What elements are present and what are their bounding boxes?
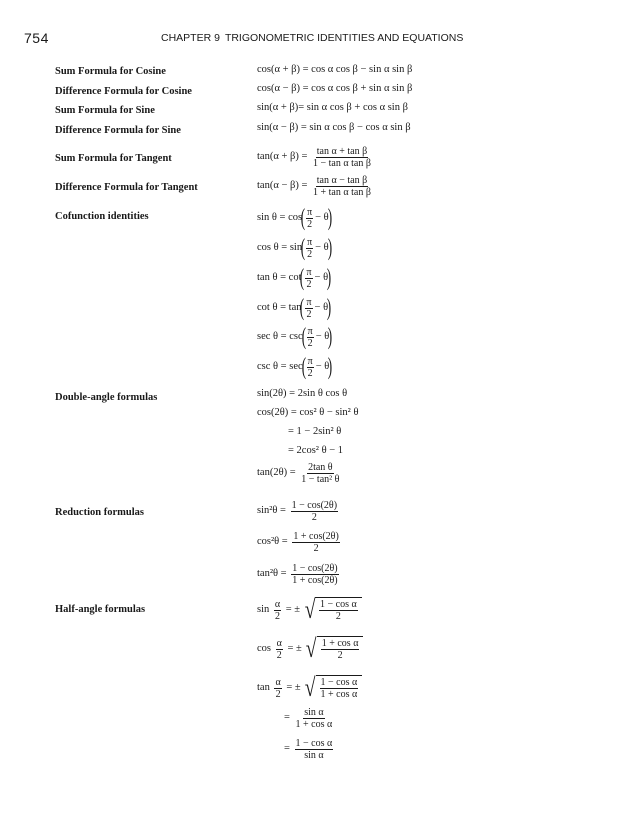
eq-double-tan: tan(2θ) = $\frac{\text{2tan θ}}{\text{1 − tan² θ}}$	[257, 462, 340, 485]
eq-reduction-cos: cos²θ = $\frac{1 + \cos(2\theta)}{2}$	[257, 531, 339, 554]
eq-sum-sine: sin(α + β)= sin α cos β + cos α sin β	[257, 102, 408, 113]
eq-half-cos: cos $\frac{\alpha}{2}$ = ± √ 1 + cos α 2	[257, 636, 363, 662]
chapter-title: TRIGONOMETRIC IDENTITIES AND EQUATIONS	[224, 32, 464, 44]
label-half-angle: Half-angle formulas	[55, 604, 146, 615]
page-number: 754	[24, 30, 49, 46]
eq-half-tan-3: = $\frac{\text{1 − cos α}}{\text{sin α}}$	[284, 738, 333, 761]
label-sum-cosine: Sum Formula for Cosine	[55, 66, 166, 77]
eq-sum-tangent: tan(α + β) = $\frac{\text{tan α + tan β}}{\text{1 − tan α tan β}}$	[257, 146, 371, 169]
eq-double-cos-3: = 2cos² θ − 1	[288, 445, 344, 456]
chapter-number: CHAPTER 9	[161, 32, 220, 44]
eq-cofunction-2: cos θ = sin( $\frac{\pi}{2}$ − θ)	[257, 235, 332, 261]
chapter-heading	[161, 32, 463, 44]
label-sum-sine: Sum Formula for Sine	[55, 105, 155, 116]
eq-double-cos-1: cos(2θ) = cos² θ − sin² θ	[257, 407, 359, 418]
eq-half-tan: tan $\frac{\alpha}{2}$ = ± √ 1 − cos α 1 + cos α	[257, 675, 362, 701]
eq-half-sin: sin $\frac{\alpha}{2}$ = ± √ 1 − cos α 2	[257, 597, 362, 623]
eq-difference-cosine: cos(α − β) = cos α cos β + sin α sin β	[257, 83, 413, 94]
eq-cofunction-4: cot θ = tan( $\frac{\pi}{2}$ − θ)	[257, 295, 332, 321]
label-difference-cosine: Difference Formula for Cosine	[55, 86, 192, 97]
eq-cofunction-6: csc θ = sec( $\frac{\pi}{2}$ − θ)	[257, 354, 333, 380]
eq-cofunction-5: sec θ = csc( $\frac{\pi}{2}$ − θ)	[257, 324, 333, 350]
label-cofunction: Cofunction identities	[55, 211, 149, 222]
page-header	[24, 30, 594, 46]
label-difference-tangent: Difference Formula for Tangent	[55, 182, 198, 193]
eq-cofunction-3: tan θ = cot( $\frac{\pi}{2}$ − θ)	[257, 265, 332, 291]
eq-double-cos-2: = 1 − 2sin² θ	[288, 426, 342, 437]
eq-sum-cosine: cos(α + β) = cos α cos β − sin α sin β	[257, 64, 413, 75]
eq-difference-tangent: tan(α − β) = $\frac{\text{tan α − tan β}}{\text{1 + tan α tan β}}$	[257, 175, 371, 198]
label-double-angle: Double-angle formulas	[55, 392, 158, 403]
label-difference-sine: Difference Formula for Sine	[55, 125, 181, 136]
eq-difference-sine: sin(α − β) = sin α cos β − cos α sin β	[257, 122, 411, 133]
label-sum-tangent: Sum Formula for Tangent	[55, 153, 172, 164]
eq-double-sin: sin(2θ) = 2sin θ cos θ	[257, 388, 348, 399]
eq-half-tan-2: = $\frac{\text{sin α}}{\text{1 + cos α}}$	[284, 707, 333, 730]
eq-reduction-tan: tan²θ = $\frac{1 - \cos(2\theta)}{1 + \cos(2\theta)}$	[257, 563, 338, 586]
eq-cofunction-1: sin θ = cos( $\frac{\pi}{2}$ − θ)	[257, 205, 332, 231]
eq-reduction-sin: sin²θ = $\frac{1 - \cos(2\theta)}{2}$	[257, 500, 338, 523]
label-reduction: Reduction formulas	[55, 507, 144, 518]
